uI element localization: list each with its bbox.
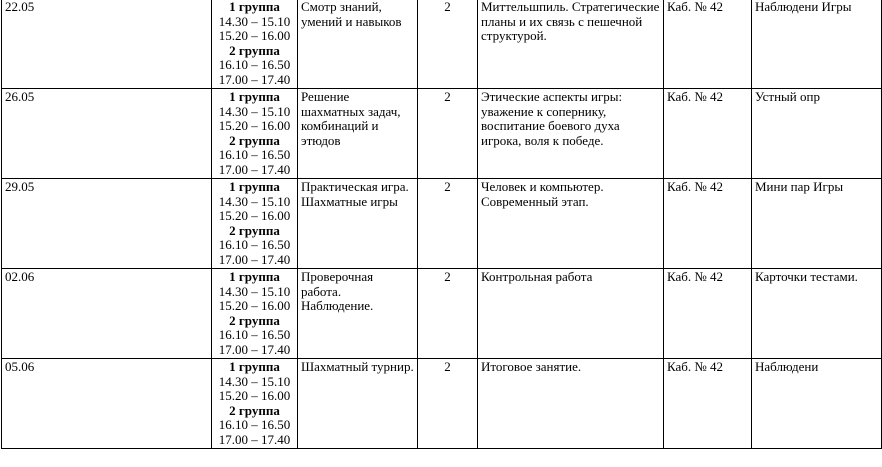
time-slots-cell (212, 269, 298, 359)
time-slot: 16.10 – 16.50 (218, 237, 291, 252)
control-form-cell: Мини пар Игры (752, 179, 882, 269)
control-form-cell: Наблюдени Игры (752, 0, 882, 89)
lesson-topic-cell: Шахматный турнир. (298, 359, 418, 449)
time-slot: 17.00 – 17.40 (218, 161, 291, 177)
lesson-theme-cell: Миттельшпиль. Стратегические планы и их связь с пешечной структурой. (478, 0, 664, 89)
table-row (2, 269, 882, 359)
time-slot: 14.30 – 15.10 (218, 13, 291, 29)
time-slot: 16.10 – 16.50 (218, 57, 291, 72)
time-slot: 14.30 – 15.10 (218, 283, 291, 299)
time-slot: 16.10 – 16.50 (218, 327, 291, 342)
hours-cell: 2 (418, 0, 478, 89)
group-label: 2 группа (229, 222, 280, 238)
time-slot: 14.30 – 15.10 (218, 373, 291, 389)
room-cell: Каб. № 42 (664, 0, 752, 89)
table-row (2, 89, 882, 179)
time-slot: 14.30 – 15.10 (218, 103, 291, 119)
group-label: 2 группа (229, 402, 280, 418)
lesson-topic-cell: Смотр знаний, умений и навыков (298, 0, 418, 89)
time-slot: 14.30 – 15.10 (218, 193, 291, 209)
lesson-theme-cell: Контрольная работа (478, 269, 664, 359)
group-label: 1 группа (229, 179, 280, 194)
room-cell: Каб. № 42 (664, 179, 752, 269)
group-label: 1 группа (229, 89, 280, 104)
date-cell: 02.06 (2, 269, 212, 359)
group-label: 2 группа (229, 42, 280, 58)
hours-cell: 2 (418, 179, 478, 269)
time-slot: 16.10 – 16.50 (218, 147, 291, 162)
group-label: 1 группа (229, 269, 280, 284)
hours-cell: 2 (418, 269, 478, 359)
time-slots-cell (212, 0, 298, 89)
time-slot: 16.10 – 16.50 (218, 417, 291, 432)
lesson-theme-cell: Итоговое занятие. (478, 359, 664, 449)
time-slot: 17.00 – 17.40 (218, 341, 291, 357)
lesson-topic-cell: Практическая игра. Шахматные игры (298, 179, 418, 269)
control-form-cell: Карточки тестами. (752, 269, 882, 359)
lesson-theme-cell: Этические аспекты игры: уважение к сопернику, воспитание боевого духа игрока, воля к победе. (478, 89, 664, 179)
group-label: 2 группа (229, 132, 280, 148)
room-cell: Каб. № 42 (664, 269, 752, 359)
time-slot: 15.20 – 16.00 (218, 208, 291, 223)
date-cell: 26.05 (2, 89, 212, 179)
group-label: 1 группа (229, 359, 280, 374)
group-label: 1 группа (229, 0, 280, 14)
lesson-topic-cell: Решение шахматных задач, комбинаций и этюдов (298, 89, 418, 179)
lesson-theme-cell: Человек и компьютер. Современный этап. (478, 179, 664, 269)
lesson-topic-cell: Проверочная работа. Наблюдение. (298, 269, 418, 359)
room-cell: Каб. № 42 (664, 89, 752, 179)
time-slot: 15.20 – 16.00 (218, 388, 291, 403)
table-row (2, 0, 882, 89)
hours-cell: 2 (418, 359, 478, 449)
time-slot: 15.20 – 16.00 (218, 118, 291, 133)
time-slots-cell (212, 179, 298, 269)
time-slot: 15.20 – 16.00 (218, 298, 291, 313)
time-slots-cell (212, 359, 298, 449)
time-slot: 17.00 – 17.40 (218, 71, 291, 87)
date-cell: 22.05 (2, 0, 212, 89)
table-row (2, 359, 882, 449)
schedule-table (1, 0, 882, 449)
time-slot: 17.00 – 17.40 (218, 251, 291, 267)
date-cell: 29.05 (2, 179, 212, 269)
table-row (2, 179, 882, 269)
date-cell: 05.06 (2, 359, 212, 449)
control-form-cell: Наблюдени (752, 359, 882, 449)
time-slot: 17.00 – 17.40 (218, 431, 291, 447)
group-label: 2 группа (229, 312, 280, 328)
control-form-cell: Устный опр (752, 89, 882, 179)
hours-cell: 2 (418, 89, 478, 179)
time-slot: 15.20 – 16.00 (218, 28, 291, 43)
time-slots-cell (212, 89, 298, 179)
room-cell: Каб. № 42 (664, 359, 752, 449)
